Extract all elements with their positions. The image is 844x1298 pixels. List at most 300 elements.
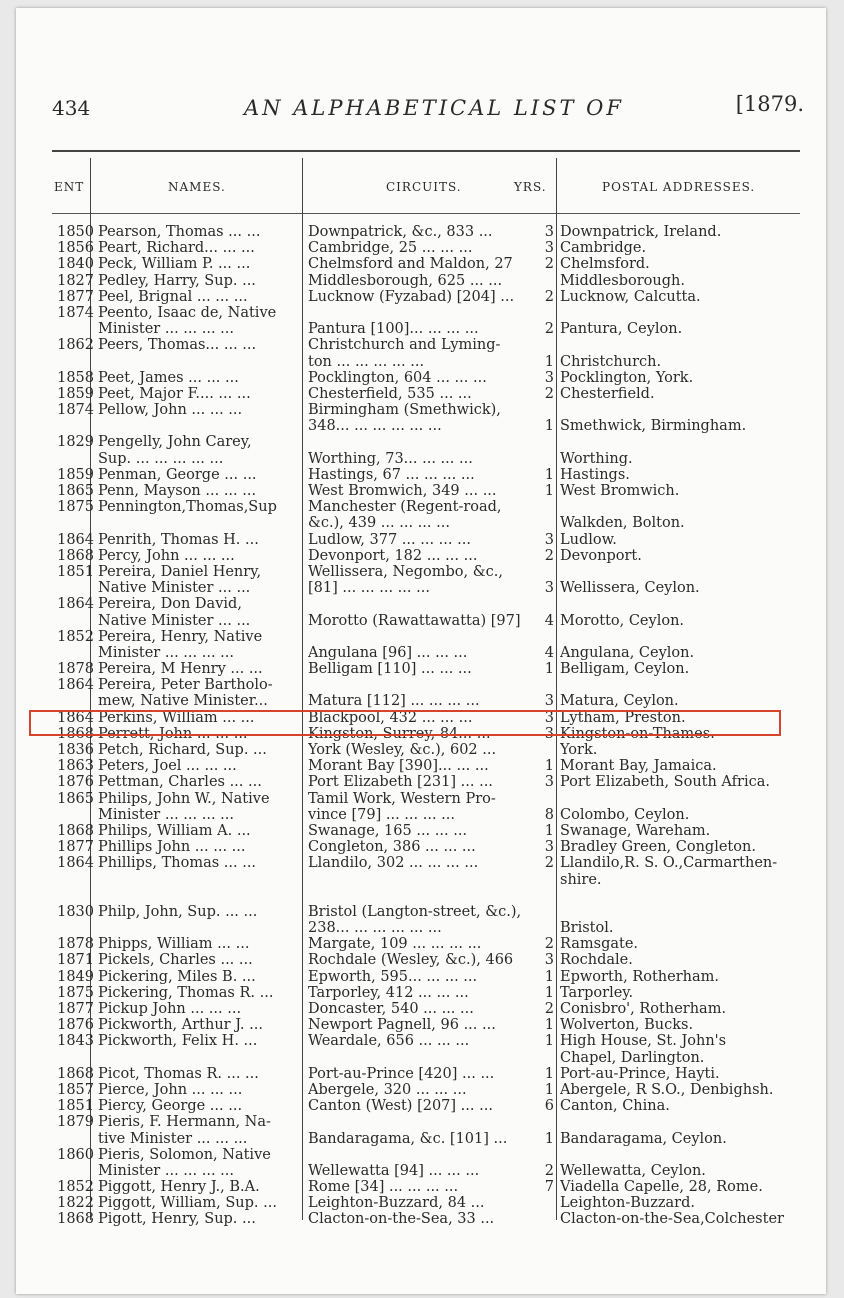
cell-name: tive Minister ... ... ...: [98, 1130, 248, 1147]
cell-circuit: Bandaragama, &c. [101] ...: [308, 1130, 508, 1147]
table-row: [16, 321, 826, 337]
cell-ent: 1822: [57, 1195, 94, 1212]
cell-ent: 1865: [57, 790, 94, 807]
cell-ent: 1875: [57, 499, 94, 516]
table-row: [16, 791, 826, 807]
cell-years: 3: [544, 580, 554, 597]
cell-years: 6: [544, 1098, 554, 1115]
cell-address: Leighton-Buzzard.: [560, 1195, 696, 1212]
cell-address: Matura, Ceylon.: [560, 693, 679, 710]
cell-ent: 1874: [57, 402, 94, 419]
cell-name: Peters, Joel ... ... ...: [98, 758, 237, 775]
cell-ent: 1864: [57, 677, 94, 694]
table-row: [16, 596, 826, 612]
cell-ent: 1868: [57, 725, 94, 742]
cell-ent: 1875: [57, 984, 94, 1001]
cell-circuit: Canton (West) [207] ... ...: [308, 1098, 493, 1115]
cell-address: Middlesborough.: [560, 272, 685, 289]
col-header-postal: POSTAL ADDRESSES.: [602, 180, 756, 194]
table-row: [16, 354, 826, 370]
cell-name: Native Minister ... ...: [98, 612, 251, 629]
cell-name: Penn, Mayson ... ... ...: [98, 483, 257, 499]
cell-ent: 1843: [57, 1033, 94, 1050]
cell-ent: 1868: [57, 547, 94, 564]
cell-name: Pereira, Peter Bartholo-: [98, 677, 273, 694]
cell-name: Minister ... ... ... ...: [98, 806, 234, 823]
cell-ent: 1864: [57, 709, 94, 726]
cell-circuit: Congleton, 386 ... ... ...: [308, 839, 476, 856]
cell-ent: 1836: [57, 742, 94, 758]
cell-years: 3: [544, 693, 554, 710]
cell-address: Port Elizabeth, South Africa.: [560, 774, 770, 791]
table-row: [16, 872, 826, 888]
table-row: [16, 305, 826, 321]
table-row: [16, 888, 826, 904]
cell-circuit: Belligam [110] ... ... ...: [308, 661, 472, 678]
cell-years: 2: [544, 547, 554, 564]
cell-circuit: Tarporley, 412 ... ... ...: [308, 984, 469, 1001]
cell-ent: 1859: [57, 385, 94, 402]
cell-ent: 1849: [57, 968, 94, 985]
cell-circuit: Weardale, 656 ... ... ...: [308, 1033, 470, 1050]
cell-ent: 1829: [57, 434, 94, 451]
table-row: [16, 240, 826, 256]
cell-circuit: Morant Bay [390]... ... ...: [308, 758, 489, 775]
table-row: [16, 1179, 826, 1195]
table-row: [16, 499, 826, 515]
cell-address: Hastings.: [560, 466, 630, 483]
table-row: [16, 580, 826, 596]
cell-years: 3: [544, 725, 554, 742]
cell-years: 1: [544, 418, 554, 435]
cell-address: Pocklington, York.: [560, 369, 694, 386]
cell-circuit: Worthing, 73... ... ... ...: [308, 450, 473, 467]
cell-circuit: Rome [34] ... ... ... ...: [308, 1179, 459, 1196]
table-row: [16, 629, 826, 645]
cell-address: Canton, China.: [560, 1098, 670, 1115]
cell-ent: 1879: [57, 1114, 94, 1131]
table-row: [16, 1098, 826, 1114]
cell-circuit: Wellewatta [94] ... ... ...: [308, 1162, 480, 1179]
page-title: AN ALPHABETICAL LIST OF: [244, 96, 624, 120]
table-row: [16, 1050, 826, 1066]
cell-circuit: West Bromwich, 349 ... ...: [308, 483, 497, 499]
table-row: [16, 515, 826, 531]
cell-address: Smethwick, Birmingham.: [560, 418, 747, 435]
cell-ent: 1878: [57, 936, 94, 953]
cell-ent: 1851: [57, 1098, 94, 1115]
cell-ent: 1868: [57, 822, 94, 839]
cell-name: Piercy, George ... ...: [98, 1098, 243, 1115]
cell-address: Wellissera, Ceylon.: [560, 580, 700, 597]
cell-circuit: Ludlow, 377 ... ... ... ...: [308, 531, 471, 548]
cell-ent: 1865: [57, 483, 94, 499]
cell-address: Viadella Capelle, 28, Rome.: [560, 1179, 763, 1196]
cell-name: Pereira, Henry, Native: [98, 628, 263, 645]
cell-circuit: [81] ... ... ... ... ...: [308, 580, 430, 597]
cell-circuit: Morotto (Rawattawatta) [97]: [308, 612, 521, 629]
header-rule-bottom: [52, 213, 800, 214]
cell-years: 1: [544, 1081, 554, 1098]
cell-ent: 1856: [57, 240, 94, 257]
cell-circuit: Leighton-Buzzard, 84 ...: [308, 1195, 485, 1212]
cell-name: Piggott, Henry J., B.A.: [98, 1179, 260, 1196]
table-row: [16, 1147, 826, 1163]
table-row: [16, 370, 826, 386]
table-row: [16, 1001, 826, 1017]
header-rule-top: [52, 150, 800, 152]
page-number: 434: [52, 96, 91, 120]
cell-name: Pedley, Harry, Sup. ...: [98, 272, 256, 289]
cell-address: Abergele, R S.O., Denbighsh.: [560, 1081, 774, 1098]
cell-circuit: Christchurch and Lyming-: [308, 337, 501, 354]
cell-name: Phipps, William ... ...: [98, 936, 250, 953]
col-header-names: NAMES.: [168, 180, 226, 194]
table-row: [16, 451, 826, 467]
cell-name: Pearson, Thomas ... ...: [98, 224, 261, 240]
cell-circuit: Port Elizabeth [231] ... ...: [308, 774, 493, 791]
cell-address: Christchurch.: [560, 353, 662, 370]
table-row: [16, 1082, 826, 1098]
cell-ent: 1876: [57, 774, 94, 791]
cell-circuit: Kingston, Surrey, 84... ...: [308, 725, 491, 742]
cell-name: Phillips John ... ... ...: [98, 839, 246, 856]
cell-years: 1: [544, 353, 554, 370]
cell-name: Peel, Brignal ... ... ...: [98, 288, 248, 305]
table-row: [16, 823, 826, 839]
cell-name: mew, Native Minister...: [98, 693, 268, 710]
cell-years: 4: [544, 612, 554, 629]
table-row: [16, 532, 826, 548]
cell-name: Peet, James ... ... ...: [98, 369, 239, 386]
table-row: [16, 483, 826, 499]
cell-ent: 1868: [57, 1211, 94, 1228]
table-row: [16, 710, 826, 726]
cell-circuit: Lucknow (Fyzabad) [204] ...: [308, 288, 515, 305]
cell-address: Chelmsford.: [560, 256, 650, 273]
cell-ent: 1868: [57, 1065, 94, 1082]
cell-name: Perrett, John ... ... ...: [98, 725, 248, 742]
cell-circuit: Newport Pagnell, 96 ... ...: [308, 1017, 496, 1034]
cell-years: 2: [544, 385, 554, 402]
cell-address: Angulana, Ceylon.: [560, 644, 695, 661]
cell-years: 1: [544, 758, 554, 775]
cell-name: Peck, William P. ... ...: [98, 256, 251, 273]
cell-years: 2: [544, 288, 554, 305]
table-row: [16, 774, 826, 790]
cell-ent: 1864: [57, 531, 94, 548]
table-row: [16, 645, 826, 661]
cell-years: 2: [544, 321, 554, 338]
table-row: [16, 386, 826, 402]
cell-name: Minister ... ... ... ...: [98, 1162, 234, 1179]
cell-circuit: Manchester (Regent-road,: [308, 499, 502, 516]
table-row: [16, 1066, 826, 1082]
cell-name: Philips, William A. ...: [98, 822, 251, 839]
cell-years: 1: [544, 483, 554, 499]
cell-ent: 1863: [57, 758, 94, 775]
cell-address: Port-au-Prince, Hayti.: [560, 1065, 720, 1082]
cell-address: Morotto, Ceylon.: [560, 612, 685, 629]
table-row: [16, 273, 826, 289]
table-row: [16, 920, 826, 936]
cell-ent: 1830: [57, 903, 94, 920]
cell-years: 3: [544, 952, 554, 969]
cell-address: Downpatrick, Ireland.: [560, 224, 722, 240]
table-row: [16, 904, 826, 920]
cell-ent: 1874: [57, 304, 94, 321]
cell-address: Wellewatta, Ceylon.: [560, 1162, 706, 1179]
table-row: [16, 1033, 826, 1049]
cell-circuit: Bristol (Langton-street, &c.),: [308, 903, 522, 920]
cell-address: Ludlow.: [560, 531, 617, 548]
table-row: [16, 548, 826, 564]
cell-address: Devonport.: [560, 547, 642, 564]
cell-circuit: Chesterfield, 535 ... ...: [308, 385, 472, 402]
cell-circuit: Matura [112] ... ... ... ...: [308, 693, 480, 710]
cell-address: Belligam, Ceylon.: [560, 661, 690, 678]
cell-years: 3: [544, 709, 554, 726]
cell-circuit: Swanage, 165 ... ... ...: [308, 822, 468, 839]
cell-name: Peet, Major F.... ... ...: [98, 385, 251, 402]
table-row: [16, 434, 826, 450]
cell-name: Pickworth, Arthur J. ...: [98, 1017, 263, 1034]
table-row: [16, 1131, 826, 1147]
table-row: [16, 289, 826, 305]
cell-name: Pieris, Solomon, Native: [98, 1146, 271, 1163]
table-row: [16, 337, 826, 353]
cell-years: 1: [544, 1017, 554, 1034]
cell-circuit: &c.), 439 ... ... ... ...: [308, 515, 450, 532]
cell-name: Pickels, Charles ... ...: [98, 952, 253, 969]
cell-name: Pigott, Henry, Sup. ...: [98, 1211, 256, 1228]
cell-circuit: Doncaster, 540 ... ... ...: [308, 1001, 474, 1017]
cell-circuit: Chelmsford and Maldon, 27: [308, 256, 513, 273]
cell-name: Pickworth, Felix H. ...: [98, 1033, 258, 1050]
cell-circuit: 348... ... ... ... ... ...: [308, 418, 442, 435]
cell-circuit: Tamil Work, Western Pro-: [308, 790, 496, 807]
table-row: [16, 1017, 826, 1033]
cell-years: 8: [544, 806, 554, 823]
cell-years: 1: [544, 968, 554, 985]
cell-circuit: Pocklington, 604 ... ... ...: [308, 369, 487, 386]
cell-circuit: Clacton-on-the-Sea, 33 ...: [308, 1211, 495, 1228]
cell-name: Native Minister ... ...: [98, 580, 251, 597]
cell-name: Pieris, F. Hermann, Na-: [98, 1114, 271, 1131]
cell-ent: 1877: [57, 1001, 94, 1017]
table-row: [16, 1114, 826, 1130]
table-row: [16, 661, 826, 677]
cell-ent: 1864: [57, 855, 94, 872]
cell-address: Kingston-on-Thames.: [560, 725, 715, 742]
cell-address: Chapel, Darlington.: [560, 1049, 705, 1066]
cell-name: Penrith, Thomas H. ...: [98, 531, 259, 548]
cell-years: 1: [544, 822, 554, 839]
cell-name: Pennington,Thomas,Sup: [98, 499, 277, 516]
cell-address: Bradley Green, Congleton.: [560, 839, 756, 856]
cell-name: Pierce, John ... ... ...: [98, 1081, 243, 1098]
cell-name: Philips, John W., Native: [98, 790, 270, 807]
cell-ent: 1860: [57, 1146, 94, 1163]
cell-ent: 1852: [57, 628, 94, 645]
page-year: [1879.: [735, 92, 804, 116]
table-row: [16, 1211, 826, 1227]
cell-name: Pickup John ... ... ...: [98, 1001, 242, 1017]
cell-address: Lucknow, Calcutta.: [560, 288, 701, 305]
cell-name: Philp, John, Sup. ... ...: [98, 903, 258, 920]
cell-years: 1: [544, 1033, 554, 1050]
cell-years: 2: [544, 1001, 554, 1017]
cell-address: Ramsgate.: [560, 936, 639, 953]
table-row: [16, 224, 826, 240]
cell-years: 1: [544, 661, 554, 678]
cell-ent: 1876: [57, 1017, 94, 1034]
cell-name: Perkins, William ... ...: [98, 709, 255, 726]
cell-address: Clacton-on-the-Sea,Colchester: [560, 1211, 784, 1228]
cell-address: Walkden, Bolton.: [560, 515, 685, 532]
cell-name: Piggott, William, Sup. ...: [98, 1195, 277, 1212]
table-row: [16, 467, 826, 483]
cell-address: Colombo, Ceylon.: [560, 806, 690, 823]
cell-name: Minister ... ... ... ...: [98, 321, 234, 338]
table-row: [16, 726, 826, 742]
cell-years: 1: [544, 1065, 554, 1082]
cell-address: Conisbro', Rotherham.: [560, 1001, 727, 1017]
cell-name: Pereira, Don David,: [98, 596, 242, 613]
cell-ent: 1851: [57, 563, 94, 580]
cell-address: Cambridge.: [560, 240, 647, 257]
cell-ent: 1850: [57, 224, 94, 240]
cell-address: Epworth, Rotherham.: [560, 968, 719, 985]
table-row: [16, 564, 826, 580]
cell-name: Petch, Richard, Sup. ...: [98, 742, 267, 758]
cell-ent: 1877: [57, 839, 94, 856]
cell-address: Pantura, Ceylon.: [560, 321, 683, 338]
cell-address: Rochdale.: [560, 952, 633, 969]
entry-list: [16, 224, 826, 1228]
cell-years: 4: [544, 644, 554, 661]
cell-name: Peento, Isaac de, Native: [98, 304, 277, 321]
table-row: [16, 402, 826, 418]
cell-ent: 1862: [57, 337, 94, 354]
cell-name: Minister ... ... ... ...: [98, 644, 234, 661]
cell-ent: 1852: [57, 1179, 94, 1196]
cell-years: 7: [544, 1179, 554, 1196]
table-row: [16, 985, 826, 1001]
table-row: [16, 677, 826, 693]
table-row: [16, 742, 826, 758]
cell-circuit: Rochdale (Wesley, &c.), 466: [308, 952, 514, 969]
cell-address: Swanage, Wareham.: [560, 822, 711, 839]
cell-circuit: York (Wesley, &c.), 602 ...: [308, 742, 497, 758]
table-row: [16, 1163, 826, 1179]
col-header-yrs: YRS.: [514, 180, 547, 194]
cell-address: Lytham, Preston.: [560, 709, 686, 726]
table-row: [16, 839, 826, 855]
cell-name: Pickering, Thomas R. ...: [98, 984, 274, 1001]
cell-ent: 1857: [57, 1081, 94, 1098]
cell-years: 3: [544, 240, 554, 257]
cell-name: Peart, Richard... ... ...: [98, 240, 255, 257]
cell-circuit: Cambridge, 25 ... ... ...: [308, 240, 473, 257]
cell-name: Percy, John ... ... ...: [98, 547, 235, 564]
cell-ent: 1864: [57, 596, 94, 613]
cell-address: High House, St. John's: [560, 1033, 727, 1050]
cell-address: York.: [560, 742, 598, 758]
cell-name: Pickering, Miles B. ...: [98, 968, 256, 985]
cell-name: Peers, Thomas... ... ...: [98, 337, 257, 354]
table-row: [16, 952, 826, 968]
cell-years: 3: [544, 531, 554, 548]
table-row: [16, 1195, 826, 1211]
cell-circuit: Hastings, 67 ... ... ... ...: [308, 466, 475, 483]
cell-address: Llandilo,R. S. O.,Carmarthen-: [560, 855, 778, 872]
cell-address: Bandaragama, Ceylon.: [560, 1130, 727, 1147]
cell-ent: 1827: [57, 272, 94, 289]
table-row: [16, 855, 826, 871]
table-row: [16, 418, 826, 434]
cell-circuit: Port-au-Prince [420] ... ...: [308, 1065, 495, 1082]
table-row: [16, 969, 826, 985]
cell-years: 2: [544, 855, 554, 872]
cell-circuit: Wellissera, Negombo, &c.,: [308, 563, 503, 580]
cell-years: 3: [544, 774, 554, 791]
cell-circuit: Blackpool, 432 ... ... ...: [308, 709, 473, 726]
cell-years: 3: [544, 224, 554, 240]
cell-name: Penman, George ... ...: [98, 466, 257, 483]
cell-address: Bristol.: [560, 920, 614, 937]
cell-years: 1: [544, 1130, 554, 1147]
col-header-ent: ENT: [54, 180, 85, 194]
book-page: [16, 8, 826, 1294]
cell-name: Picot, Thomas R. ... ...: [98, 1065, 259, 1082]
col-header-circuits: CIRCUITS.: [386, 180, 462, 194]
cell-ent: 1871: [57, 952, 94, 969]
cell-circuit: vince [79] ... ... ... ...: [308, 806, 455, 823]
cell-circuit: Llandilo, 302 ... ... ... ...: [308, 855, 479, 872]
cell-ent: 1858: [57, 369, 94, 386]
cell-circuit: 238... ... ... ... ... ...: [308, 920, 442, 937]
cell-circuit: Abergele, 320 ... ... ...: [308, 1081, 467, 1098]
cell-circuit: Downpatrick, &c., 833 ...: [308, 224, 493, 240]
cell-name: Pereira, Daniel Henry,: [98, 563, 262, 580]
cell-address: Worthing.: [560, 450, 633, 467]
cell-circuit: Margate, 109 ... ... ... ...: [308, 936, 482, 953]
cell-years: 2: [544, 256, 554, 273]
table-row: [16, 936, 826, 952]
cell-ent: 1877: [57, 288, 94, 305]
cell-circuit: Middlesborough, 625 ... ...: [308, 272, 503, 289]
cell-circuit: ton ... ... ... ... ...: [308, 353, 425, 370]
cell-name: Pettman, Charles ... ...: [98, 774, 262, 791]
table-row: [16, 807, 826, 823]
cell-address: Chesterfield.: [560, 385, 655, 402]
cell-circuit: Birmingham (Smethwick),: [308, 402, 501, 419]
table-row: [16, 256, 826, 272]
cell-circuit: Angulana [96] ... ... ...: [308, 644, 468, 661]
cell-name: Sup. ... ... ... ... ...: [98, 450, 224, 467]
cell-ent: 1859: [57, 466, 94, 483]
cell-circuit: Epworth, 595... ... ... ...: [308, 968, 478, 985]
cell-address: West Bromwich.: [560, 483, 680, 499]
cell-ent: 1840: [57, 256, 94, 273]
table-row: [16, 613, 826, 629]
cell-years: 1: [544, 466, 554, 483]
cell-address: shire.: [560, 871, 602, 888]
cell-years: 2: [544, 1162, 554, 1179]
cell-name: Pereira, M Henry ... ...: [98, 661, 263, 678]
cell-years: 3: [544, 369, 554, 386]
